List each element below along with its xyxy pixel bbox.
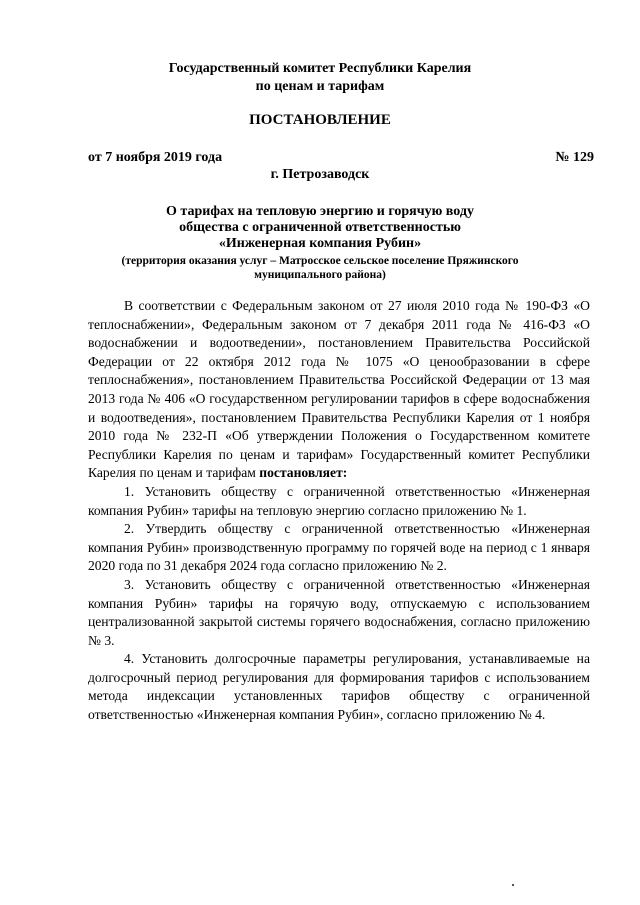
document-body: [88, 297, 590, 725]
item-paragraph: 2. Утвердить обществу с ограниченной ответственностью «Инженерная компания Рубин» производственную программу по горячей воде на период с 1 января 2020 года по 31 декабря 2024 года согласно приложению № 2.: [88, 521, 590, 574]
title-line-1: О тарифах на тепловую энергию и горячую воду: [166, 204, 474, 219]
title-territory-note: (территория оказания услуг – Матросское сельское поселение Пряжинского муниципального района): [121, 255, 519, 281]
item-paragraph: 3. Установить обществу с ограниченной ответственностью «Инженерная компания Рубин» тарифы на горячую воду, отпускаемую с использованием централизованной закрытой системы горячего водоснабжения, согласно приложению № 3.: [88, 576, 590, 648]
org-line-2: по ценам и тарифам: [255, 79, 385, 94]
document-city: г. Петрозаводск: [270, 167, 370, 182]
document-type: ПОСТАНОВЛЕНИЕ: [249, 112, 391, 128]
preamble-paragraph: В соответствии с Федеральным законом от 27 июля 2010 года № 190-ФЗ «О теплоснабжении», Федеральным законом от 7 декабря 2011 года № 416-ФЗ «О водоснабжении и водоотведении», постановлением Правительства Российской Федерации от 22 октября 2012 года № 1075 «О ценообразовании в сфере теплоснабжения», постановлением Правительства Российской Федерации от 13 мая 2013 года № 406 «О государственном регулировании тарифов в сфере водоснабжения и водоотведения», постановлением Правительства Республики Карелия от 1 ноября 2010 года № 232-П «Об утверждении Положения о Государственном комитете Республики Карелия по ценам и тарифам» Государственный комитет Республики Карелия по ценам и тарифам постановляет:: [88, 298, 590, 481]
document-title: [0, 204, 640, 252]
document-number: № 129: [555, 150, 594, 165]
title-line-3: «Инженерная компания Рубин»: [218, 236, 422, 251]
title-line-2: общества с ограниченной ответственностью: [179, 220, 461, 235]
document-date: от 7 ноября 2019 года: [88, 150, 223, 165]
issuing-organization: [0, 60, 640, 96]
scan-dot: [512, 884, 514, 886]
decree-word: постановляет: [259, 465, 343, 481]
org-line-1: Государственный комитет Республики Карелия: [168, 61, 472, 76]
preamble-text: В соответствии с Федеральным законом от 27 июля 2010 года № 190-ФЗ «О теплоснабжении», Федеральным законом от 7 декабря 2011 года № 416-ФЗ «О водоснабжении и водоотведении», постановлением Правительства Российской Федерации от 22 октября 2012 года № 1075 «О ценообразовании в сфере теплоснабжения», постановлением Правительства Российской Федерации от 13 мая 2013 года № 406 «О государственном регулировании тарифов в сфере водоснабжения и водоотведения», постановлением Правительства Республики Карелия от 1 ноября 2010 года № 232-П «Об утверждении Положения о Государственном комитете Республики Карелия по ценам и тарифам» Государственный комитет Республики Карелия по ценам и тарифам: [88, 298, 590, 481]
item-paragraph: 4. Установить долгосрочные параметры регулирования, устанавливаемые на долгосрочный период регулирования для формирования тарифов с использованием метода индексации установленных тарифов обществу с ограниченной ответственностью «Инженерная компания Рубин», согласно приложению № 4.: [88, 651, 590, 723]
item-paragraph: 1. Установить обществу с ограниченной ответственностью «Инженерная компания Рубин» тарифы на тепловую энергию согласно приложению № 1.: [88, 483, 590, 518]
